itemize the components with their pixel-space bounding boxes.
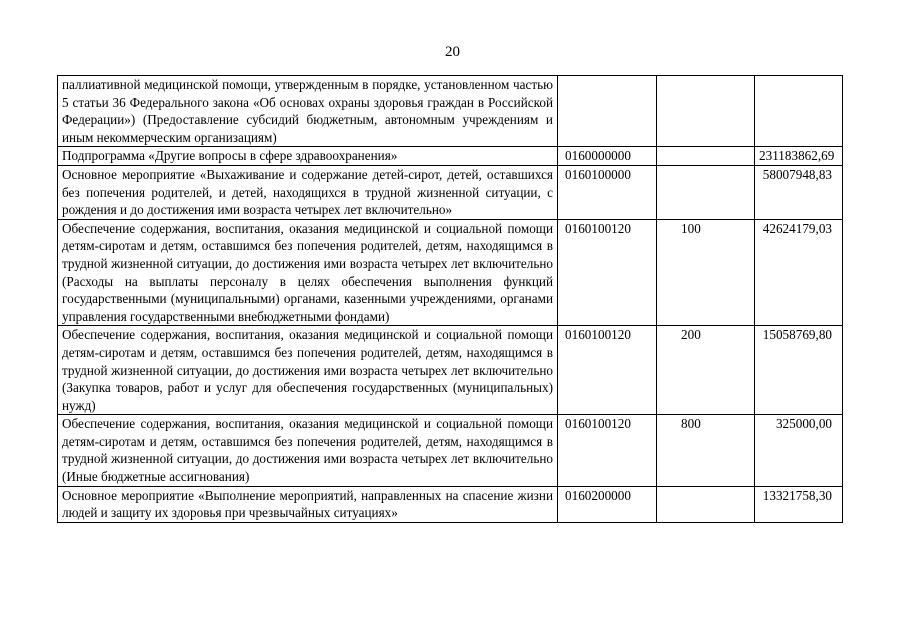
row-code (558, 76, 657, 147)
row-expense-type: 100 (657, 219, 755, 326)
row-description: Подпрограмма «Другие вопросы в сфере здравоохранения» (58, 147, 558, 166)
row-amount: 325000,00 (755, 415, 843, 486)
row-description: Обеспечение содержания, воспитания, оказания медицинской и социальной помощи детям-сиротам и детям, оставшимся без попечения родителей, детям, находящимся в трудной жизненной ситуации, до достижения ими возраста четырех лет включительно (Иные бюджетные ассигнования) (58, 415, 558, 486)
row-description: Обеспечение содержания, воспитания, оказания медицинской и социальной помощи детям-сиротам и детям, оставшимся без попечения родителей, детям, находящимся в трудной жизненной ситуации, до достижения ими возраста четырех лет включительно (Закупка товаров, работ и услуг для обеспечения государственных (муниципальных) нужд) (58, 326, 558, 415)
table-row (58, 76, 843, 147)
table-row (58, 147, 843, 166)
row-expense-type: 800 (657, 415, 755, 486)
row-amount: 231183862,69 (755, 147, 843, 166)
row-expense-type (657, 76, 755, 147)
row-amount (755, 76, 843, 147)
row-expense-type (657, 486, 755, 522)
table-row (58, 219, 843, 326)
table-row (58, 415, 843, 486)
row-expense-type: 200 (657, 326, 755, 415)
row-description: Основное мероприятие «Выполнение мероприятий, направленных на спасение жизни людей и защиту их здоровья при чрезвычайных ситуациях» (58, 486, 558, 522)
row-code: 0160200000 (558, 486, 657, 522)
row-code: 0160100120 (558, 326, 657, 415)
row-expense-type (657, 147, 755, 166)
row-code: 0160100120 (558, 415, 657, 486)
page-number: 20 (445, 44, 460, 60)
row-expense-type (657, 165, 755, 219)
table-row (58, 165, 843, 219)
row-amount: 42624179,03 (755, 219, 843, 326)
row-amount: 15058769,80 (755, 326, 843, 415)
table-row (58, 326, 843, 415)
row-amount: 13321758,30 (755, 486, 843, 522)
row-code: 0160100000 (558, 165, 657, 219)
row-code: 0160000000 (558, 147, 657, 166)
table-row (58, 486, 843, 522)
row-description: Обеспечение содержания, воспитания, оказания медицинской и социальной помощи детям-сиротам и детям, оставшимся без попечения родителей, детям, находящимся в трудной жизненной ситуации, до достижения ими возраста четырех лет включительно (Расходы на выплаты персоналу в целях обеспечения выполнения функций государственными (муниципальными) органами, казенными учреждениями, органами управления государственными внебюджетными фондами) (58, 219, 558, 326)
row-description: Основное мероприятие «Выхаживание и содержание детей-сирот, детей, оставшихся без попечения родителей, и детей, находящихся в трудной жизненной ситуации, с рождения и до достижения ими возраста четырех лет включительно» (58, 165, 558, 219)
row-description: паллиативной медицинской помощи, утвержденным в порядке, установленном частью 5 статьи 36 Федерального закона «Об основах охраны здоровья граждан в Российской Федерации») (Предоставление субсидий бюджетным, автономным учреждениям и иным некоммерческим организациям) (58, 76, 558, 147)
row-code: 0160100120 (558, 219, 657, 326)
row-amount: 58007948,83 (755, 165, 843, 219)
budget-table (57, 75, 843, 523)
